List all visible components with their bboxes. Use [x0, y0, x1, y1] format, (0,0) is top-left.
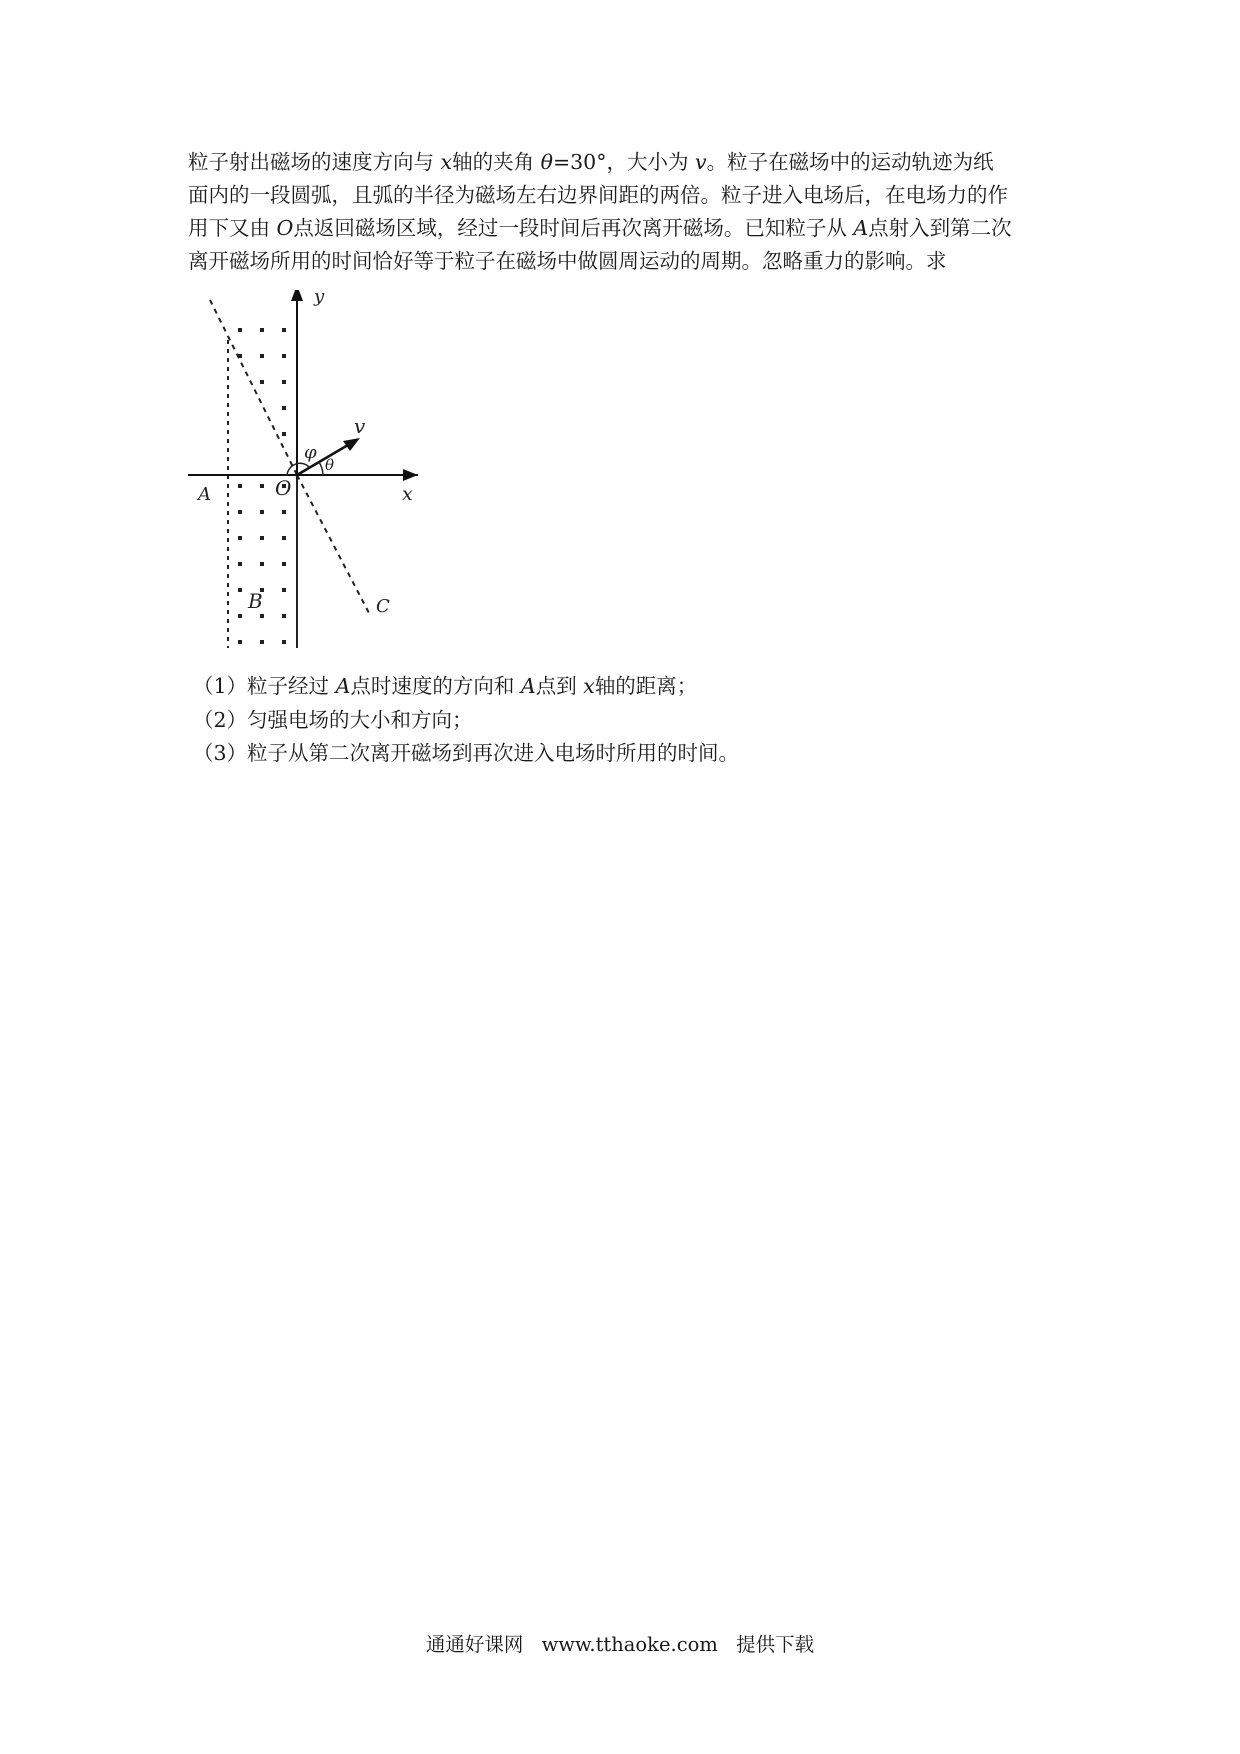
- physics-diagram: [180, 290, 440, 660]
- field-dot: [260, 536, 264, 540]
- field-dot: [238, 536, 242, 540]
- field-dot: [260, 614, 264, 618]
- x-axis-label: x: [402, 483, 413, 505]
- point-a-label: A: [198, 484, 211, 505]
- field-dot: [238, 484, 242, 488]
- question-variable: A: [335, 674, 351, 698]
- problem-text: =30°，大小为: [552, 150, 695, 174]
- footer-suffix: 提供下载: [736, 1633, 815, 1656]
- question-text: 点到: [535, 674, 584, 698]
- problem-text: 。粒子在磁场中的运动轨迹为纸: [706, 150, 994, 174]
- field-dot: [260, 562, 264, 566]
- y-axis-arrow-icon: [291, 290, 303, 301]
- angle-phi-label: φ: [304, 442, 317, 463]
- question-item: [193, 737, 1073, 771]
- origin-label: O: [275, 476, 292, 500]
- footer-url: www.tthaoke.com: [541, 1633, 718, 1656]
- question-text: 轴的距离；: [594, 674, 698, 698]
- field-dot: [282, 510, 286, 514]
- field-diagram-svg: [180, 290, 440, 660]
- problem-text: 点射入到第二次: [868, 216, 1012, 240]
- problem-variable: x: [440, 150, 453, 174]
- problem-line: [188, 245, 1068, 278]
- field-dot: [238, 562, 242, 566]
- field-dot: [282, 380, 286, 384]
- x-axis-arrow-icon: [403, 469, 418, 481]
- problem-text: 用下又由: [188, 216, 277, 240]
- field-dot: [260, 328, 264, 332]
- field-dot: [260, 640, 264, 644]
- problem-text: 粒子射出磁场的速度方向与: [188, 150, 441, 174]
- field-dot: [238, 328, 242, 332]
- problem-text: 轴的夹角: [452, 150, 541, 174]
- question-text: （3）粒子从第二次离开磁场到再次进入电场时所用的时间。: [193, 741, 740, 765]
- problem-variable: θ: [540, 150, 553, 174]
- field-dot: [282, 640, 286, 644]
- field-dot: [260, 354, 264, 358]
- question-item: [193, 704, 1073, 738]
- velocity-arrow-icon: [343, 438, 360, 451]
- field-dot: [282, 536, 286, 540]
- field-dot: [282, 432, 286, 436]
- field-dot: [238, 614, 242, 618]
- footer-site-name: 通通好课网: [425, 1633, 524, 1656]
- y-axis-label: y: [314, 290, 325, 307]
- field-dot: [238, 588, 242, 592]
- field-dot: [282, 614, 286, 618]
- velocity-label: v: [354, 414, 366, 438]
- problem-line: [188, 179, 1068, 212]
- question-text: 点时速度的方向和: [350, 674, 521, 698]
- question-variable: x: [583, 674, 595, 698]
- field-dot: [282, 562, 286, 566]
- field-dot: [282, 588, 286, 592]
- problem-variable: A: [853, 216, 869, 240]
- field-b-label: B: [248, 589, 263, 613]
- question-text: （1）粒子经过: [193, 674, 336, 698]
- problem-line: [188, 146, 1068, 179]
- boundary-line-upper: [210, 300, 297, 475]
- field-dot: [260, 510, 264, 514]
- question-list: [193, 670, 1073, 771]
- problem-variable: v: [694, 150, 707, 174]
- field-dot: [282, 354, 286, 358]
- question-variable: A: [520, 674, 536, 698]
- field-dot: [282, 406, 286, 410]
- boundary-line-c: [297, 475, 370, 615]
- problem-text: 面内的一段圆弧，且弧的半径为磁场左右边界间距的两倍。粒子进入电场后，在电场力的作: [188, 183, 1008, 207]
- field-dot: [238, 640, 242, 644]
- field-dot: [260, 380, 264, 384]
- field-dot: [260, 484, 264, 488]
- problem-text: 离开磁场所用的时间恰好等于粒子在磁场中做圆周运动的周期。忽略重力的影响。求: [188, 249, 947, 273]
- problem-statement: [188, 146, 1068, 278]
- angle-theta-arc: [319, 462, 323, 475]
- question-item: [193, 670, 1073, 704]
- problem-text: 点返回磁场区域，经过一段时间后再次离开磁场。已知粒子从: [293, 216, 854, 240]
- page-footer: [0, 1629, 1240, 1657]
- field-dot: [282, 328, 286, 332]
- point-c-label: C: [376, 596, 390, 617]
- problem-line: [188, 212, 1068, 245]
- question-text: （2）匀强电场的大小和方向；: [193, 707, 473, 732]
- field-dot: [238, 510, 242, 514]
- problem-variable: O: [276, 216, 294, 240]
- angle-theta-label: θ: [325, 456, 335, 474]
